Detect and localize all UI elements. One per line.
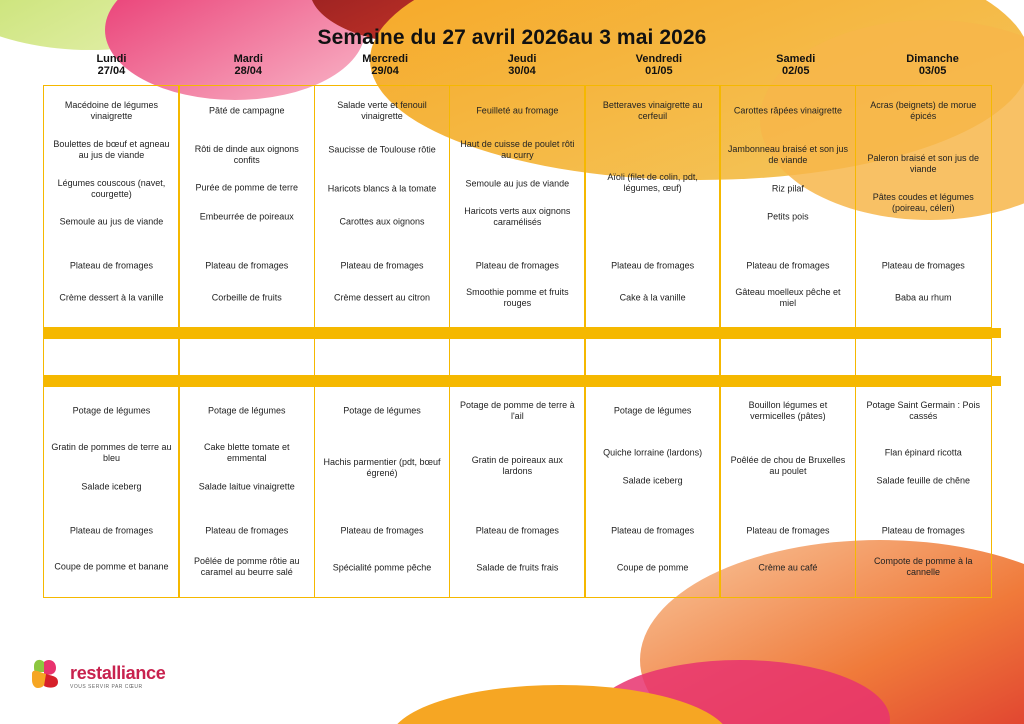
menu-item: Gratin de poireaux aux lardons — [471, 455, 563, 476]
menu-item: Légumes couscous (navet, courgette) — [57, 178, 166, 199]
dinner-cell-saturday — [719, 386, 856, 598]
dinner-cell-sunday — [855, 386, 992, 598]
day-date: 30/04 — [508, 65, 536, 77]
brand-tagline: VOUS SERVIR PAR CŒUR — [70, 684, 143, 690]
menu-item: Plateau de fromages — [205, 525, 289, 536]
menu-item: Plateau de fromages — [746, 525, 830, 536]
menu-item: Potage Saint Germain : Pois cassés — [866, 400, 980, 421]
menu-item: Petits pois — [767, 211, 809, 222]
day-name: Vendredi — [635, 53, 683, 65]
menu-item: Plateau de fromages — [611, 260, 695, 271]
menu-item: Flan épinard ricotta — [884, 447, 962, 458]
menu-item: Acras (beignets) de morue épicés — [870, 100, 977, 121]
restalliance-logo-icon — [30, 656, 62, 690]
empty-cell — [449, 338, 586, 376]
day-date: 28/04 — [234, 65, 263, 77]
menu-item: Salade laitue vinaigrette — [198, 481, 295, 492]
menu-item: Plateau de fromages — [475, 525, 559, 536]
empty-cell — [855, 338, 992, 376]
menu-item: Poêlée de chou de Bruxelles au poulet — [730, 455, 846, 476]
day-header-friday — [590, 53, 727, 77]
lunch-cell-thursday — [449, 85, 586, 328]
lunch-cell-monday — [43, 85, 180, 328]
menu-item: Pâtes coudes et légumes (poireau, céleri) — [872, 192, 974, 213]
day-name: Mercredi — [362, 53, 409, 65]
menu-item: Gratin de pommes de terre au bleu — [51, 442, 172, 463]
day-name: Dimanche — [906, 53, 959, 65]
menu-item: Potage de légumes — [72, 405, 151, 416]
empty-cell — [719, 338, 856, 376]
day-name: Jeudi — [507, 53, 537, 65]
menu-item: Gâteau moelleux pêche et miel — [735, 287, 841, 308]
menu-item: Salade iceberg — [81, 481, 142, 492]
menu-item: Rôti de dinde aux oignons confits — [194, 144, 299, 165]
menu-item: Betteraves vinaigrette au cerfeuil — [602, 100, 703, 121]
menu-item: Semoule au jus de viande — [465, 178, 570, 189]
menu-item: Plateau de fromages — [746, 260, 830, 271]
menu-item: Plateau de fromages — [881, 525, 965, 536]
menu-item: Salade de fruits frais — [476, 562, 559, 573]
menu-item: Salade feuille de chêne — [876, 475, 971, 486]
empty-cell — [584, 338, 721, 376]
day-name: Lundi — [96, 53, 127, 65]
menu-item: Pâté de campagne — [208, 105, 285, 116]
menu-item: Jambonneau braisé et son jus de viande — [727, 144, 848, 165]
menu-item: Compote de pomme à la cannelle — [873, 556, 973, 577]
menu-item: Salade iceberg — [622, 475, 683, 486]
dinner-cell-friday — [584, 386, 721, 598]
day-name: Samedi — [776, 53, 816, 65]
menu-item: Plateau de fromages — [881, 260, 965, 271]
menu-item: Plateau de fromages — [69, 260, 153, 271]
day-headers — [43, 53, 1001, 77]
empty-row — [43, 338, 1001, 376]
menu-item: Spécialité pomme pêche — [332, 562, 432, 573]
menu-grid — [43, 85, 1001, 598]
day-date: 02/05 — [781, 65, 810, 77]
menu-item: Plateau de fromages — [475, 260, 559, 271]
menu-item: Cake blette tomate et emmental — [203, 442, 290, 463]
menu-item: Poêlée de pomme rôtie au caramel au beurre salé — [193, 556, 300, 577]
menu-item: Feuilleté au fromage — [476, 105, 559, 116]
menu-item: Boulettes de bœuf et agneau au jus de viande — [53, 139, 170, 160]
dinner-cell-monday — [43, 386, 180, 598]
menu-item: Plateau de fromages — [340, 525, 424, 536]
menu-item: Plateau de fromages — [340, 260, 424, 271]
menu-item: Plateau de fromages — [69, 525, 153, 536]
day-date: 01/05 — [645, 65, 673, 77]
menu-item: Baba au rhum — [894, 292, 952, 303]
day-date: 03/05 — [918, 65, 947, 77]
dinner-cell-tuesday — [178, 386, 315, 598]
menu-item: Carottes râpées vinaigrette — [733, 105, 842, 116]
menu-item: Coupe de pomme et banane — [54, 561, 169, 572]
menu-item: Corbeille de fruits — [211, 292, 282, 303]
brand-logo — [30, 656, 165, 690]
menu-item: Crème dessert à la vanille — [59, 292, 164, 303]
menu-item: Salade verte et fenouil vinaigrette — [337, 100, 427, 121]
menu-item: Crème dessert au citron — [334, 292, 431, 303]
lunch-cell-wednesday — [314, 85, 451, 328]
menu-item: Macédoine de légumes vinaigrette — [64, 100, 158, 121]
page-title: Semaine du 27 avril 2026au 3 mai 2026 — [317, 26, 707, 49]
lunch-cell-tuesday — [178, 85, 315, 328]
menu-item: Bouillon légumes et vermicelles (pâtes) — [748, 400, 828, 421]
menu-item: Coupe de pomme — [616, 562, 689, 573]
dinner-cell-thursday — [449, 386, 586, 598]
menu-item: Aïoli (filet de colin, pdt, légumes, œuf) — [607, 172, 698, 193]
menu-item: Haricots verts aux oignons caramélisés — [464, 206, 571, 227]
menu-item: Haut de cuisse de poulet rôti au curry — [460, 139, 575, 160]
empty-cell — [178, 338, 315, 376]
menu-item: Cake à la vanille — [619, 292, 686, 303]
menu-item: Paleron braisé et son jus de viande — [867, 153, 980, 174]
menu-item: Potage de légumes — [613, 405, 692, 416]
menu-item: Riz pilaf — [771, 183, 804, 194]
menu-item: Potage de légumes — [343, 405, 421, 416]
menu-item: Embeurrée de poireaux — [199, 211, 294, 222]
menu-item: Quiche lorraine (lardons) — [603, 447, 703, 458]
menu-item: Smoothie pomme et fruits rouges — [466, 287, 569, 308]
day-date: 29/04 — [371, 65, 399, 77]
day-header-sunday — [864, 53, 1001, 77]
lunch-cell-saturday — [719, 85, 856, 328]
brand-name: restalliance — [70, 663, 166, 683]
lunch-row — [43, 85, 1001, 328]
day-header-tuesday — [180, 53, 317, 77]
menu-item: Carottes aux oignons — [339, 216, 425, 227]
menu-item: Purée de pomme de terre — [195, 182, 299, 193]
menu-item: Potage de légumes — [207, 405, 286, 416]
day-name: Mardi — [233, 53, 263, 65]
empty-cell — [314, 338, 451, 376]
dinner-cell-wednesday — [314, 386, 451, 598]
menu-item: Semoule au jus de viande — [59, 216, 164, 227]
menu-item: Saucisse de Toulouse rôtie — [328, 144, 436, 155]
menu-item: Potage de pomme de terre à l'ail — [460, 400, 575, 421]
lunch-cell-friday — [584, 85, 721, 328]
menu-item: Crème au café — [758, 562, 818, 573]
menu-item: Plateau de fromages — [611, 525, 695, 536]
empty-cell — [43, 338, 180, 376]
menu-item: Hachis parmentier (pdt, bœuf égrené) — [323, 457, 441, 478]
day-header-wednesday — [317, 53, 454, 77]
day-header-monday — [43, 53, 180, 77]
separator-band — [43, 328, 1001, 338]
day-header-thursday — [454, 53, 591, 77]
lunch-cell-sunday — [855, 85, 992, 328]
menu-item: Haricots blancs à la tomate — [327, 183, 437, 194]
dinner-row — [43, 386, 1001, 598]
day-header-saturday — [727, 53, 864, 77]
menu-item: Plateau de fromages — [205, 260, 289, 271]
day-date: 27/04 — [97, 65, 126, 77]
separator-band — [43, 376, 1001, 386]
